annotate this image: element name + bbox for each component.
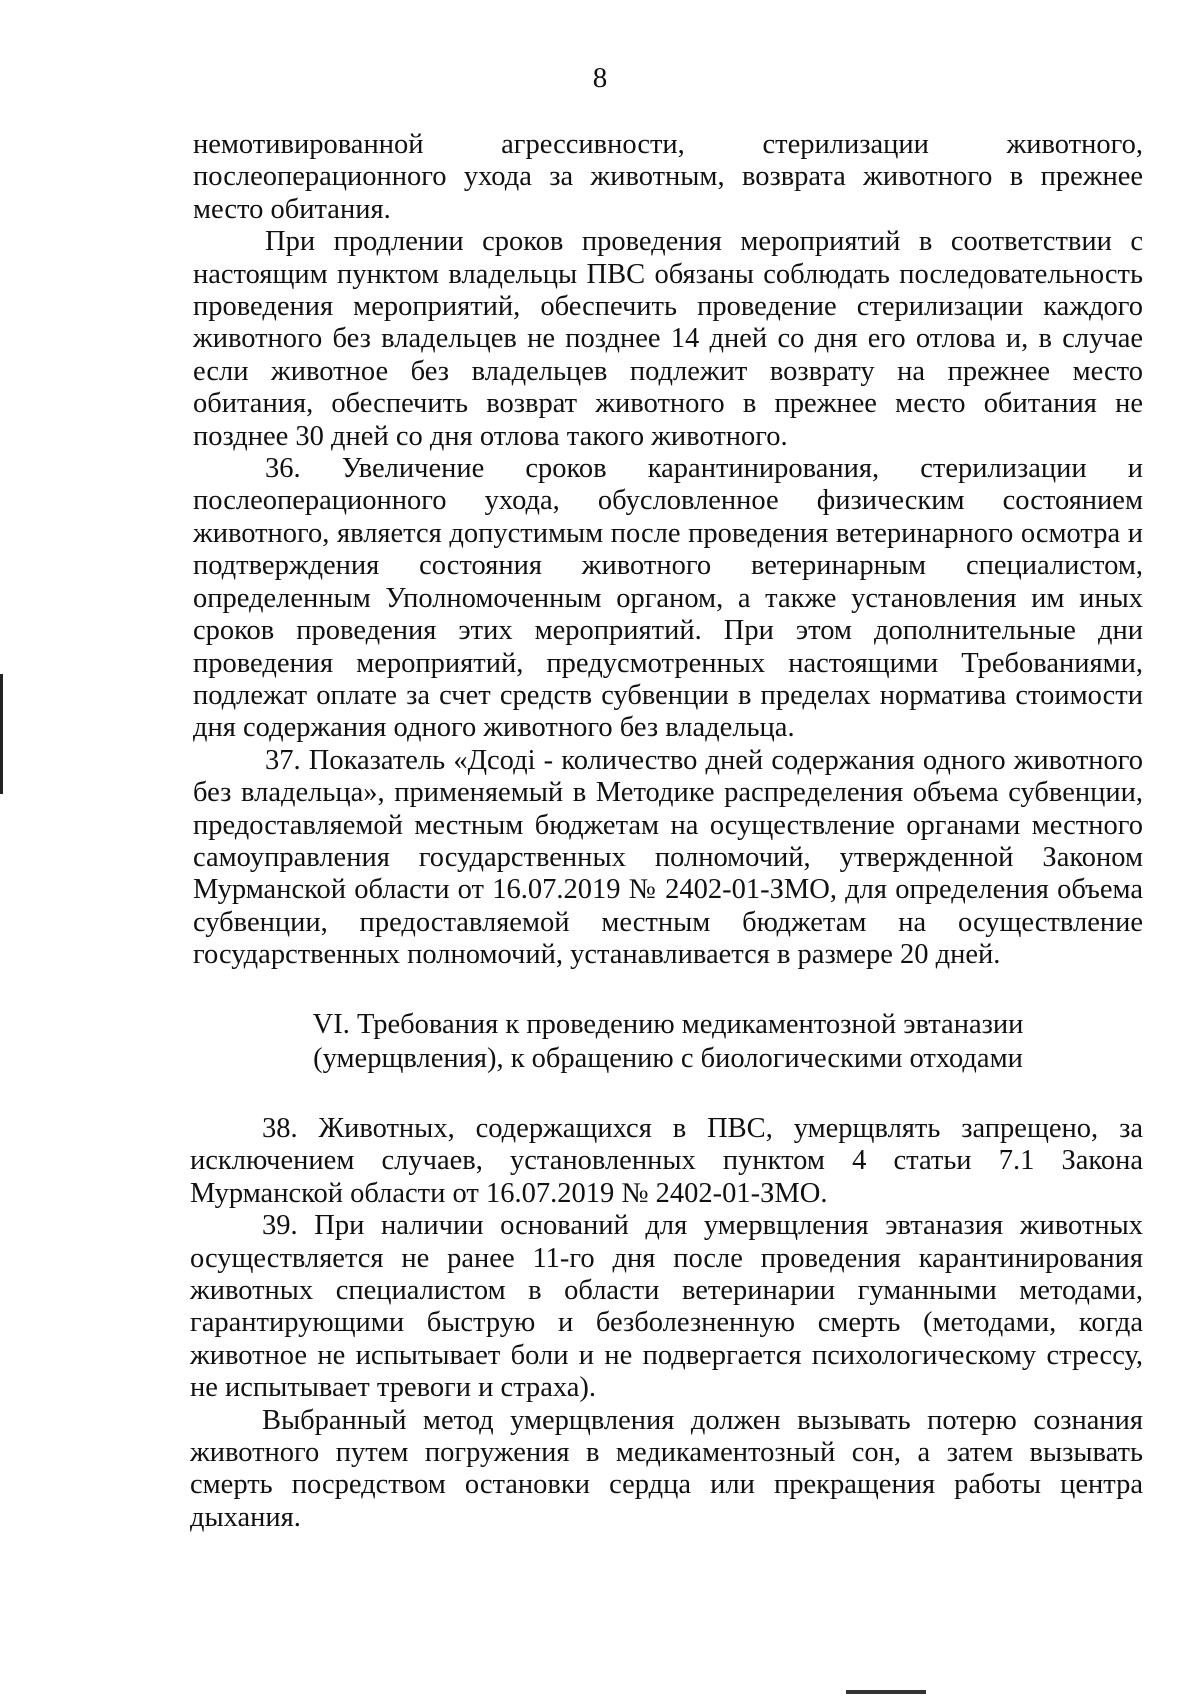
paragraph-36: 36. Увеличение сроков карантинирования, стерилизации и послеоперационного ухода, обусловленное физическим состоянием животного, является допустимым после проведения ветеринарного осмотра и подтверждения состояния животного ветеринарным специалистом, определенным Уполномоченным органом, а также установления им иных сроков проведения этих мероприятий. При этом дополнительные дни проведения мероприятий, предусмотренных настоящими Требованиями, подлежат оплате за счет средств субвенции в пределах норматива стоимости дня содержания одного животного без владельца. [193,453,1143,744]
scan-margin-mark [0,674,3,794]
page-number: 8 [592,62,608,94]
body-text-top [193,129,1143,972]
section-heading-line-2: (умерщвления), к обращению с биологическими отходами [313,1043,1023,1074]
section-heading [193,1008,1143,1076]
scan-footer-mark [846,1690,926,1694]
paragraph-39: 39. При наличии оснований для умервщления эвтаназия животных осуществляется не ранее 11-го дня после проведения карантинирования животных специалистом в области ветеринарии гуманными методами, гарантирующими быструю и безболезненную смерть (методами, когда животное не испытывает боли и не подвергается психологическому стрессу, не испытывает тревоги и страха). [190,1210,1143,1404]
paragraph-continuation: немотивированной агрессивности, стерилизации животного, послеоперационного ухода за животным, возврата животного в прежнее место обитания. [193,129,1143,225]
paragraph-38: 38. Животных, содержащихся в ПВС, умерщвлять запрещено, за исключением случаев, установленных пунктом 4 статьи 7.1 Закона Мурманской области от 16.07.2019 № 2402-01-ЗМО. [190,1113,1143,1209]
section-heading-line-1: VI. Требования к проведению медикаментозной эвтаназии [312,1009,1024,1040]
paragraph-method: Выбранный метод умерщвления должен вызывать потерю сознания животного путем погружения в медикаментозный сон, а затем вызывать смерть посредством остановки сердца или прекращения работы центра дыхания. [190,1404,1143,1533]
body-text-bottom [190,1113,1143,1534]
paragraph-extension-terms: При продлении сроков проведения мероприятий в соответствии с настоящим пунктом владельцы ПВС обязаны соблюдать последовательность проведения мероприятий, обеспечить проведение стерилизации каждого животного без владельцев не позднее 14 дней со дня его отлова и, в случае если животное без владельцев подлежит возврату на прежнее место обитания, обеспечить возврат животного в прежнее место обитания не позднее 30 дней со дня отлова такого животного. [193,226,1143,452]
paragraph-37: 37. Показатель «Дсоді - количество дней содержания одного животного без владельца», применяемый в Методике распределения объема субвенции, предоставляемой местным бюджетам на осуществление органами местного самоуправления государственных полномочий, утвержденной Законом Мурманской области от 16.07.2019 № 2402-01-ЗМО, для определения объема субвенции, предоставляемой местным бюджетам на осуществление государственных полномочий, устанавливается в размере 20 дней. [193,744,1143,971]
